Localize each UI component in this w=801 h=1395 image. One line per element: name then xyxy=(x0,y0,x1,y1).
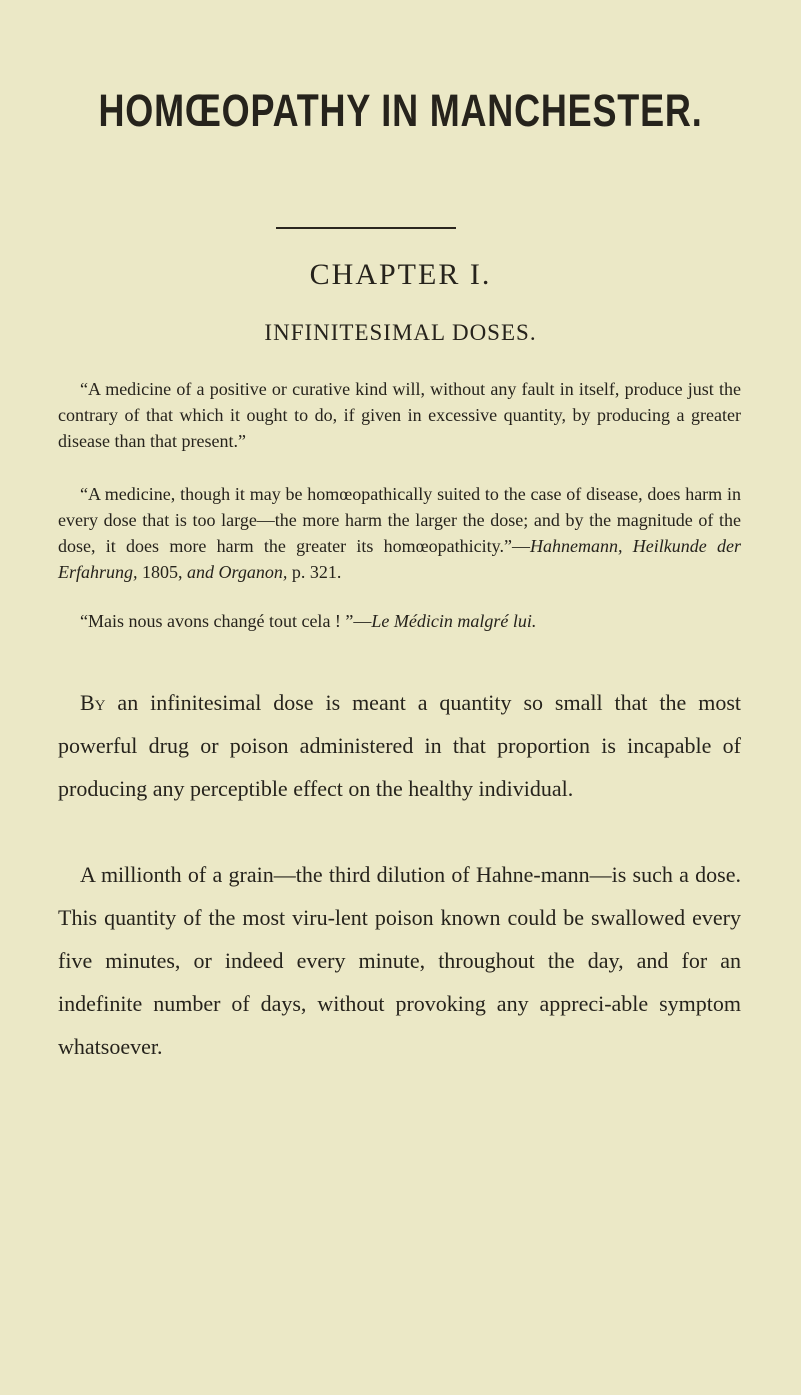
quote-year: 1805, xyxy=(137,562,188,582)
quote-source: Le Médicin malgré lui. xyxy=(371,611,537,631)
quote-text: “A medicine of a positive or curative kind will, without any fault in itself, produce just the contrary of that which it ought to do, if given in excessive quantity, by producing a greater disease than that present.” xyxy=(58,379,741,451)
quote-body: “A medicine, though it may be homœopathically suited to the case of disease, does harm in every dose that is too large—the more harm the larger the dose; and by the magnitude of the dose, it does more harm the greater its homœopathicity.”— xyxy=(58,484,741,556)
paragraph-1 xyxy=(58,681,741,810)
quote-source: Hahnemann, Heilkunde der Erfahrung, xyxy=(58,536,742,582)
chapter-heading: CHAPTER I. xyxy=(309,258,492,291)
quote-text xyxy=(58,481,741,585)
epigraph-quote-3 xyxy=(58,608,741,634)
chapter-title: INFINITESIMAL DOSES. xyxy=(264,320,537,345)
paragraph-2 xyxy=(58,853,741,1068)
paragraph-text xyxy=(58,681,741,810)
paragraph-text: A millionth of a grain—the third dilution of Hahne-mann—is such a dose. This quantity of the most viru-lent poison known could be swallowed every five minutes, or indeed every minute, throughout the day, and for an indefinite number of days, without provoking any appreci-able symptom whatsoever. xyxy=(58,862,741,1059)
quote-text xyxy=(58,608,741,634)
quote-page: p. 321. xyxy=(287,562,342,582)
paragraph-lead: By xyxy=(80,690,106,715)
epigraph-quote-1 xyxy=(58,376,741,454)
epigraph-quote-2 xyxy=(58,481,741,585)
running-title: HOMŒOPATHY IN MANCHESTER. xyxy=(98,85,703,136)
paragraph-body: an infinitesimal dose is meant a quantity so small that the most powerful drug or poison administered in that proportion is incapable of producing any perceptible effect on the healthy individual. xyxy=(58,690,741,801)
title-rule xyxy=(276,227,456,229)
quote-source-2: and Organon, xyxy=(187,562,288,582)
quote-body: “Mais nous avons changé tout cela ! ”— xyxy=(80,611,372,631)
